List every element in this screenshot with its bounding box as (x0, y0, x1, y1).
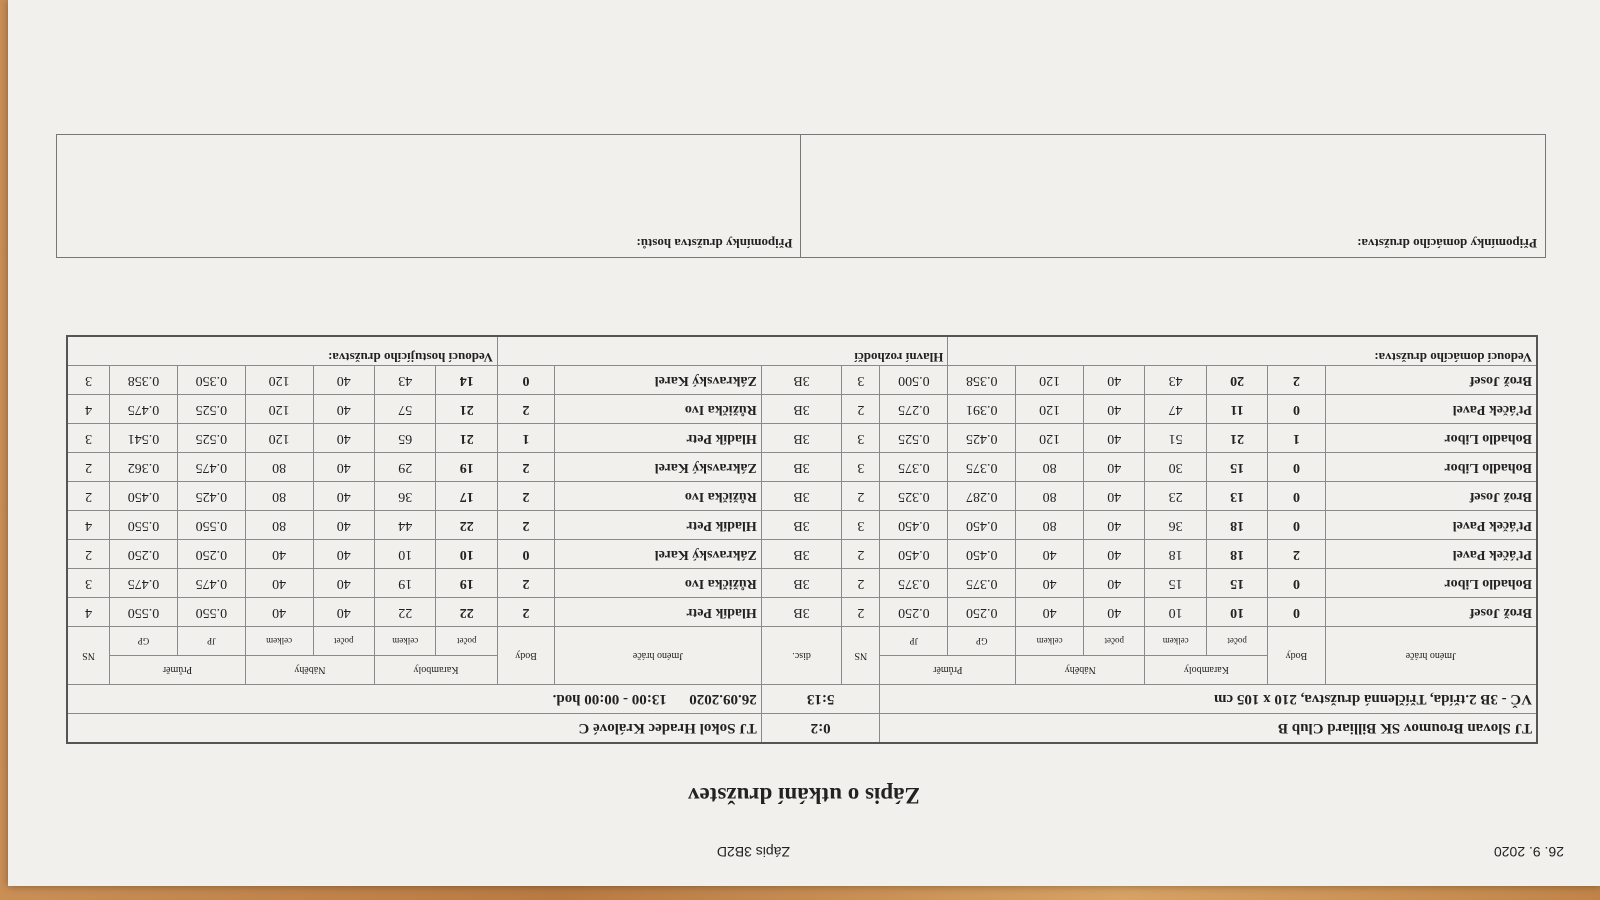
guest-name-cell: Zákravský Karel (555, 366, 762, 395)
disc-cell: 3B (761, 511, 842, 540)
guest-name-cell: Růžička Ivo (555, 482, 762, 511)
document-title: Zápis o utkání družstev (688, 783, 920, 808)
guest-points-cell: 2 (497, 598, 554, 627)
guest-team-name: TJ Sokol Hradec Králové C (67, 714, 761, 744)
guest-inn-total-cell: 120 (245, 366, 313, 395)
home-gp-cell: 0.287 (948, 482, 1016, 511)
guest-inn-count-cell: 40 (313, 482, 374, 511)
home-team-name: TJ Slovan Broumov SK Billiard Club B (880, 714, 1537, 744)
guest-total-cell: 10 (375, 540, 436, 569)
home-name-cell: Pťáček Pavel (1325, 511, 1537, 540)
header-row-top (67, 656, 1537, 685)
home-inn-total-cell: 80 (1016, 482, 1084, 511)
home-name-header: Jméno hráče (1325, 627, 1537, 685)
home-name-cell: Brož Josef (1325, 366, 1537, 395)
guest-name-cell: Růžička Ivo (555, 395, 762, 424)
home-ns-cell: 2 (842, 482, 880, 511)
home-gp-cell: 0.358 (948, 366, 1016, 395)
home-name-cell: Brož Josef (1325, 482, 1537, 511)
guest-count-cell: 14 (436, 366, 497, 395)
home-total-cell: 23 (1145, 482, 1206, 511)
home-points-header: Body (1268, 627, 1325, 685)
home-gp-cell: 0.375 (948, 453, 1016, 482)
match-datetime (67, 685, 761, 714)
guest-leader-signature: Vedoucí hostujícího družstva: (67, 336, 497, 366)
table-row (67, 482, 1537, 511)
home-ns-cell: 3 (842, 453, 880, 482)
home-inn-total-cell: 120 (1016, 395, 1084, 424)
home-inn-count-cell: 40 (1083, 569, 1144, 598)
remarks-table (56, 134, 1546, 258)
home-points-cell: 0 (1268, 395, 1325, 424)
home-inn-total-cell: 80 (1016, 453, 1084, 482)
guest-points-cell: 2 (497, 453, 554, 482)
guest-name-cell: Hladík Petr (555, 598, 762, 627)
home-inn-count-cell: 40 (1083, 482, 1144, 511)
guest-ns-cell: 3 (67, 366, 110, 395)
print-date: 26. 9. 2020 (1493, 844, 1564, 860)
home-points-cell: 0 (1268, 453, 1325, 482)
table-row (67, 366, 1537, 395)
disc-cell: 3B (761, 424, 842, 453)
home-points-cell: 0 (1268, 569, 1325, 598)
guest-total-cell: 29 (375, 453, 436, 482)
home-inn-count-cell: 40 (1083, 366, 1144, 395)
guest-jp-cell: 0.525 (177, 395, 245, 424)
guest-name-cell: Hladík Petr (555, 511, 762, 540)
home-team-remarks: Připomínky domácího družstva: (801, 135, 1546, 258)
guest-count-cell: 17 (436, 482, 497, 511)
guest-total-cell: 65 (375, 424, 436, 453)
guest-total-cell: 22 (375, 598, 436, 627)
guest-jp-cell: 0.475 (177, 569, 245, 598)
home-inn-total-cell: 120 (1016, 424, 1084, 453)
document-code: Zápis 3B2D (716, 844, 790, 860)
guest-gp-cell: 0.550 (110, 598, 178, 627)
home-points-cell: 2 (1268, 540, 1325, 569)
guest-ns-cell: 2 (67, 482, 110, 511)
sub-header: JP (880, 627, 948, 656)
home-jp-cell: 0.325 (880, 482, 948, 511)
home-total-cell: 18 (1145, 540, 1206, 569)
guest-inn-count-cell: 40 (313, 598, 374, 627)
home-ns-cell: 2 (842, 598, 880, 627)
home-jp-cell: 0.450 (880, 540, 948, 569)
home-gp-cell: 0.450 (948, 511, 1016, 540)
referee-signature: Hlavní rozhodčí (497, 336, 947, 366)
guest-points-cell: 2 (497, 511, 554, 540)
guest-team-remarks: Připomínky družstva hostů: (57, 135, 802, 258)
table-row (67, 424, 1537, 453)
guest-inn-count-cell: 40 (313, 453, 374, 482)
home-name-cell: Bohadlo Libor (1325, 424, 1537, 453)
table-row (67, 540, 1537, 569)
sub-header: celkem (245, 627, 313, 656)
home-total-cell: 36 (1145, 511, 1206, 540)
guest-name-cell: Růžička Ivo (555, 569, 762, 598)
guest-total-cell: 19 (375, 569, 436, 598)
home-ns-cell: 2 (842, 540, 880, 569)
home-jp-cell: 0.375 (880, 453, 948, 482)
guest-count-cell: 22 (436, 511, 497, 540)
home-name-cell: Bohadlo Libor (1325, 453, 1537, 482)
home-jp-cell: 0.250 (880, 598, 948, 627)
disc-cell: 3B (761, 540, 842, 569)
home-inn-count-cell: 40 (1083, 424, 1144, 453)
guest-inn-count-cell: 40 (313, 511, 374, 540)
partial-score: 5:13 (761, 685, 880, 714)
guest-jp-cell: 0.250 (177, 540, 245, 569)
home-name-cell: Pťáček Pavel (1325, 540, 1537, 569)
home-gp-cell: 0.425 (948, 424, 1016, 453)
disc-cell: 3B (761, 366, 842, 395)
home-count-cell: 18 (1206, 511, 1267, 540)
sub-header: počet (1206, 627, 1267, 656)
home-leader-signature: Vedoucí domácího družstva: (948, 336, 1537, 366)
home-ns-cell: 3 (842, 366, 880, 395)
guest-jp-cell: 0.475 (177, 453, 245, 482)
home-caroms-header: Karamboly (1145, 656, 1268, 685)
home-jp-cell: 0.375 (880, 569, 948, 598)
home-inn-total-cell: 40 (1016, 598, 1084, 627)
home-average-header: Průměr (880, 656, 1016, 685)
guest-inn-count-cell: 40 (313, 569, 374, 598)
disc-cell: 3B (761, 598, 842, 627)
guest-ns-cell: 3 (67, 569, 110, 598)
home-count-cell: 21 (1206, 424, 1267, 453)
guest-name-cell: Hladík Petr (555, 424, 762, 453)
home-ns-cell: 2 (842, 395, 880, 424)
home-inn-total-cell: 40 (1016, 569, 1084, 598)
guest-gp-cell: 0.358 (110, 366, 178, 395)
home-innings-header: Náběhy (1016, 656, 1145, 685)
home-inn-count-cell: 40 (1083, 598, 1144, 627)
home-inn-count-cell: 40 (1083, 395, 1144, 424)
home-total-cell: 10 (1145, 598, 1206, 627)
home-jp-cell: 0.500 (880, 366, 948, 395)
guest-count-cell: 19 (436, 453, 497, 482)
guest-points-header: Body (497, 627, 554, 685)
guest-ns-cell: 2 (67, 540, 110, 569)
home-points-cell: 0 (1268, 598, 1325, 627)
home-jp-cell: 0.525 (880, 424, 948, 453)
home-points-cell: 0 (1268, 511, 1325, 540)
home-gp-cell: 0.250 (948, 598, 1016, 627)
guest-average-header: Průměr (110, 656, 246, 685)
home-count-cell: 10 (1206, 598, 1267, 627)
home-inn-total-cell: 80 (1016, 511, 1084, 540)
guest-ns-cell: 4 (67, 598, 110, 627)
guest-gp-cell: 0.475 (110, 395, 178, 424)
sub-header: celkem (1145, 627, 1206, 656)
guest-jp-cell: 0.550 (177, 598, 245, 627)
guest-inn-total-cell: 120 (245, 395, 313, 424)
guest-name-cell: Zákravský Karel (555, 453, 762, 482)
home-inn-total-cell: 120 (1016, 366, 1084, 395)
guest-gp-cell: 0.450 (110, 482, 178, 511)
guest-gp-cell: 0.250 (110, 540, 178, 569)
home-ns-cell: 3 (842, 511, 880, 540)
guest-inn-count-cell: 40 (313, 424, 374, 453)
home-ns-header: NS (842, 627, 880, 685)
guest-inn-count-cell: 40 (313, 395, 374, 424)
guest-total-cell: 43 (375, 366, 436, 395)
sub-header: JP (177, 627, 245, 656)
table-row (67, 569, 1537, 598)
disc-cell: 3B (761, 482, 842, 511)
home-points-cell: 1 (1268, 424, 1325, 453)
disc-cell: 3B (761, 395, 842, 424)
guest-points-cell: 1 (497, 424, 554, 453)
home-count-cell: 15 (1206, 569, 1267, 598)
guest-inn-total-cell: 80 (245, 453, 313, 482)
home-total-cell: 15 (1145, 569, 1206, 598)
home-count-cell: 11 (1206, 395, 1267, 424)
home-jp-cell: 0.450 (880, 511, 948, 540)
home-gp-cell: 0.450 (948, 540, 1016, 569)
guest-jp-cell: 0.350 (177, 366, 245, 395)
guest-inn-total-cell: 40 (245, 540, 313, 569)
guest-inn-total-cell: 40 (245, 569, 313, 598)
guest-points-cell: 2 (497, 482, 554, 511)
table-row (67, 511, 1537, 540)
guest-inn-count-cell: 40 (313, 540, 374, 569)
home-points-cell: 0 (1268, 482, 1325, 511)
home-count-cell: 13 (1206, 482, 1267, 511)
guest-innings-header: Náběhy (245, 656, 374, 685)
guest-ns-cell: 3 (67, 424, 110, 453)
home-count-cell: 20 (1206, 366, 1267, 395)
home-name-cell: Brož Josef (1325, 598, 1537, 627)
home-gp-cell: 0.375 (948, 569, 1016, 598)
guest-points-cell: 2 (497, 569, 554, 598)
guest-ns-cell: 4 (67, 395, 110, 424)
home-total-cell: 30 (1145, 453, 1206, 482)
home-inn-count-cell: 40 (1083, 540, 1144, 569)
home-jp-cell: 0.275 (880, 395, 948, 424)
home-total-cell: 47 (1145, 395, 1206, 424)
match-time: 13:00 - 00:00 hod. (552, 691, 667, 708)
guest-points-cell: 0 (497, 366, 554, 395)
sub-header: celkem (375, 627, 436, 656)
guest-count-cell: 19 (436, 569, 497, 598)
guest-points-cell: 0 (497, 540, 554, 569)
sub-header: počet (1083, 627, 1144, 656)
home-name-cell: Bohadlo Libor (1325, 569, 1537, 598)
home-name-cell: Pťáček Pavel (1325, 395, 1537, 424)
guest-inn-count-cell: 40 (313, 366, 374, 395)
guest-gp-cell: 0.550 (110, 511, 178, 540)
guest-name-cell: Zákravský Karel (555, 540, 762, 569)
guest-gp-cell: 0.475 (110, 569, 178, 598)
sub-header: celkem (1016, 627, 1084, 656)
guest-inn-total-cell: 40 (245, 598, 313, 627)
final-score: 0:2 (761, 714, 880, 744)
home-inn-count-cell: 40 (1083, 453, 1144, 482)
home-points-cell: 2 (1268, 366, 1325, 395)
guest-ns-cell: 2 (67, 453, 110, 482)
sub-header: počet (436, 627, 497, 656)
home-ns-cell: 3 (842, 424, 880, 453)
guest-inn-total-cell: 120 (245, 424, 313, 453)
sub-header: počet (313, 627, 374, 656)
guest-inn-total-cell: 80 (245, 482, 313, 511)
table-row (67, 598, 1537, 627)
disc-cell: 3B (761, 569, 842, 598)
score-sheet-paper (8, 0, 1600, 886)
guest-total-cell: 57 (375, 395, 436, 424)
disc-cell: 3B (761, 453, 842, 482)
home-inn-total-cell: 40 (1016, 540, 1084, 569)
guest-caroms-header: Karamboly (375, 656, 498, 685)
guest-points-cell: 2 (497, 395, 554, 424)
game-rows (67, 366, 1537, 627)
match-results-table (66, 335, 1538, 744)
table-row (67, 453, 1537, 482)
home-count-cell: 15 (1206, 453, 1267, 482)
disc-header: disc. (761, 627, 842, 685)
guest-jp-cell: 0.525 (177, 424, 245, 453)
competition-info: VČ - 3B 2.třída, Tříčlenná družstva, 210 x 105 cm (880, 685, 1537, 714)
home-total-cell: 51 (1145, 424, 1206, 453)
guest-count-cell: 10 (436, 540, 497, 569)
guest-count-cell: 22 (436, 598, 497, 627)
table-row (67, 395, 1537, 424)
home-inn-count-cell: 40 (1083, 511, 1144, 540)
signature-row (67, 336, 1537, 366)
home-gp-cell: 0.391 (948, 395, 1016, 424)
guest-total-cell: 44 (375, 511, 436, 540)
guest-jp-cell: 0.550 (177, 511, 245, 540)
sub-header: GP (110, 627, 178, 656)
match-date: 26.09.2020 (689, 691, 757, 708)
guest-total-cell: 36 (375, 482, 436, 511)
guest-ns-cell: 4 (67, 511, 110, 540)
guest-jp-cell: 0.425 (177, 482, 245, 511)
guest-name-header: Jméno hráče (555, 627, 762, 685)
home-count-cell: 18 (1206, 540, 1267, 569)
guest-count-cell: 21 (436, 395, 497, 424)
guest-gp-cell: 0.362 (110, 453, 178, 482)
sub-header: GP (948, 627, 1016, 656)
guest-gp-cell: 0.541 (110, 424, 178, 453)
home-total-cell: 43 (1145, 366, 1206, 395)
guest-count-cell: 21 (436, 424, 497, 453)
guest-ns-header: NS (67, 627, 110, 685)
guest-inn-total-cell: 80 (245, 511, 313, 540)
home-ns-cell: 2 (842, 569, 880, 598)
